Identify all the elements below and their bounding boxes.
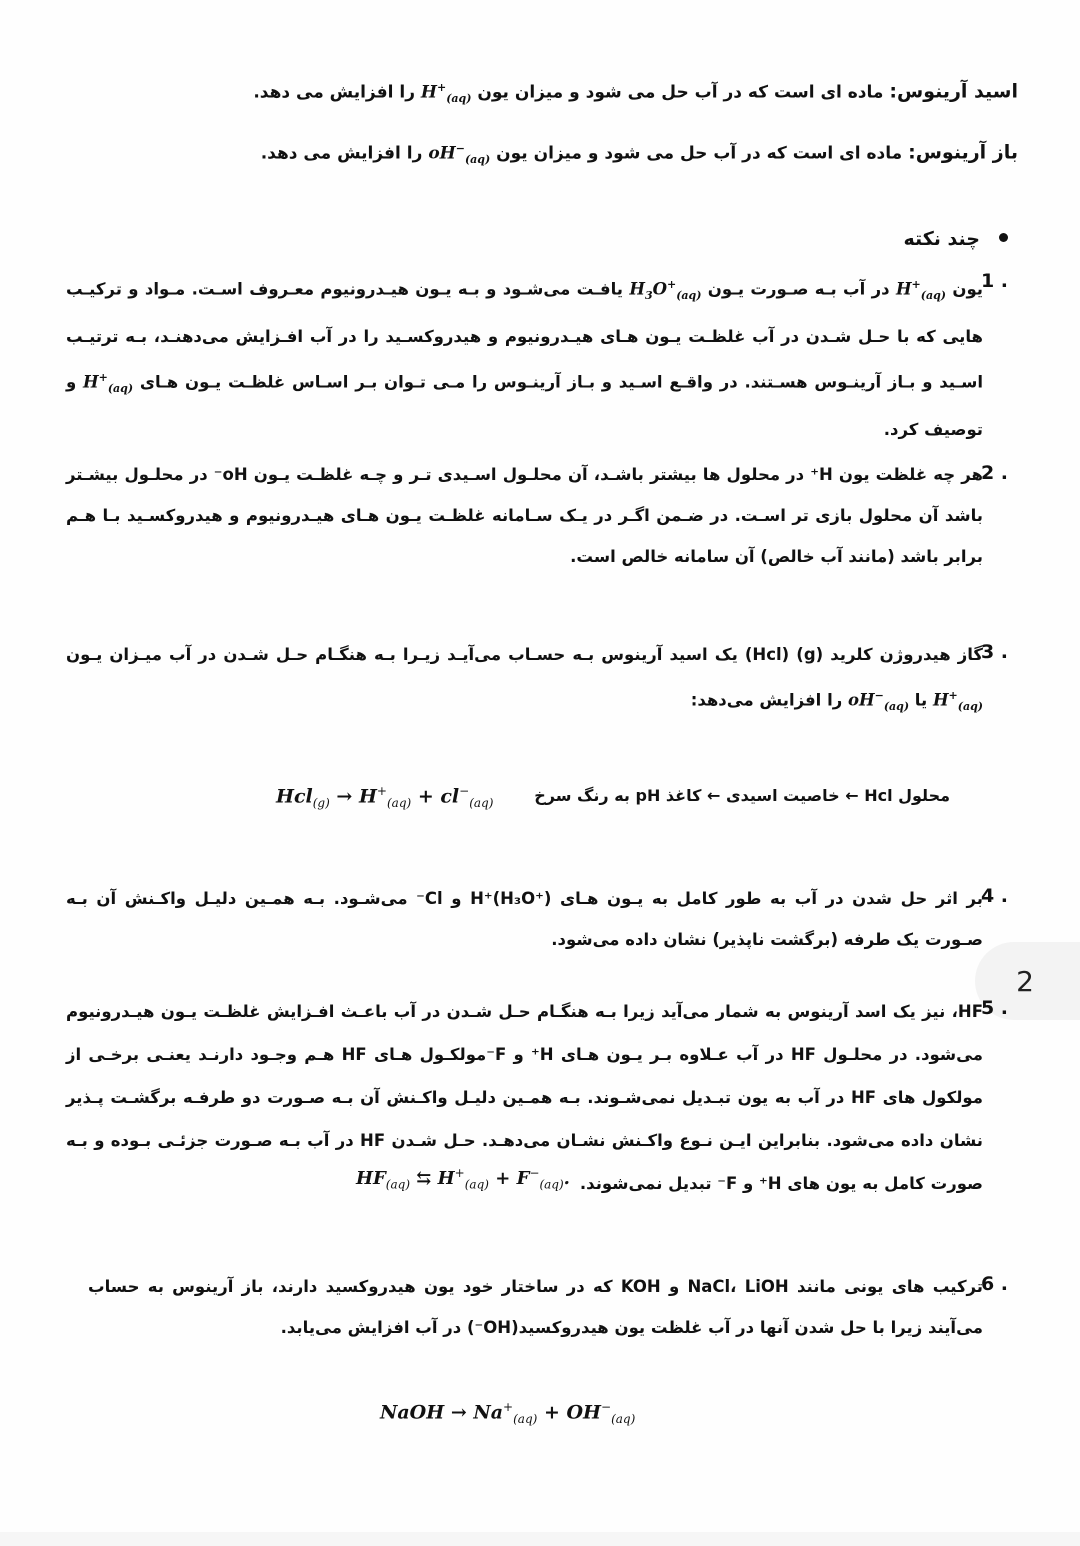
item-number-6: 6 . xyxy=(980,1273,1008,1295)
equation-naoh: NaOH → $Na^+_{(aq)} + OH^-_{(aq)}$ xyxy=(380,1400,636,1427)
equation-hcl: $Hcl_{(g)} \to H^+_{(aq)} + cl^-_{(aq)}$ xyxy=(276,784,494,811)
h-ion: $H^+_{(aq)}$ xyxy=(420,81,472,106)
list-item-6: ترکیب های یونی مانند NaCl، LiOH و KOH که در ساختار خود یون هیدروکسید دارند، باز آرینوس به حساب می‌آیند زیرا با حل شدن آنها در آب غلظت یون هیدروکسید(OH⁻) در آب افزایش می‌یابد. xyxy=(88,1277,984,1337)
list-item-4: بر اثر حل شدن در آب به طور کامل به یـون هـای H⁺(H₃O⁺) و Cl⁻ می‌شـود. بـه همـین دلیـل واکـنش آن بـه صـورت یک طرفه (برگشت ناپذیر) نشان داده می‌شود. xyxy=(66,889,983,949)
item-number-2: 2 . xyxy=(980,462,1008,484)
base-definition: باز آرینوس: ماده ای است که در آب حل می شود و میزان یون $oH^-_{(aq)}$ را افزایش می دهد. xyxy=(261,137,1018,172)
item-number-3: 3 . xyxy=(980,641,1008,663)
bottom-bar xyxy=(0,1532,1080,1546)
list-item-1: یون $H^+_{(aq)}$ در آب بـه صـورت یـون $H_3O^+_{(aq)}$ یافـت می‌شـود و بـه یـون هیـدرونیوم معـروف اسـت. مـواد و ترکیـب هایی که با حـل شـدن در آب غلظـت یـون هـای هیـدرونیوم و هیدروکسـید را در آب افـزایش می‌دهنـد، بـه ترتیـب اسـید و بـاز آرینـوس هسـتند. در واقـع اسـید و بـاز آرینـوس را مـی تـوان بـر اسـاس غلظـت یـون هـای $H^+_{(aq)}$ و توصیف کرد. xyxy=(66,264,983,450)
page-number-indicator: 2 xyxy=(975,942,1080,1020)
bullet-icon xyxy=(999,233,1008,242)
section-heading: چند نکته xyxy=(903,228,980,250)
list-item-2: هر چه غلظت یون H⁺ در محلول ها بیشتر باشـد، آن محلـول اسـیدی تـر و چـه غلظـت یـون oH⁻ در محلـول بیشـتر باشد آن محلول بازی تر اسـت. در ضـمن اگـر در یـک سـامانه غلظـت یـون هـای هیـدرونیوم و هیدروکسـید بـا هـم برابر باشد (مانند آب خالص) آن سامانه خالص است. xyxy=(66,465,983,566)
acid-label: اسید آرینوس: xyxy=(889,80,1018,103)
oh-ion: $oH^-_{(aq)}$ xyxy=(428,142,491,167)
item-number-1: 1 . xyxy=(980,270,1008,292)
base-label: باز آرینوس: xyxy=(908,141,1018,164)
list-item-5: HF، نیز یک اسد آرینوس به شمار می‌آید زیرا بـه هنگـام حـل شـدن در آب باعـث افـزایش غلظـت یـون هیـدرونیوم می‌شود. در محلـول HF در آب عـلاوه بـر یـون هـای H⁺ و F⁻مولکـول هـای HF هـم وجـود دارنـد یعنـی برخـی از مولکول های HF در آب به یون تبـدیل نمی‌شـوند. بـه همـین دلیـل واکـنش آن بـه صـورت دو طرفـه برگشـت پـذیر نشان داده می‌شود. بنابراین ایـن نـوع واکـنش نشـان می‌دهـد. حـل شـدن HF در آب بـه صـورت جزئـی بـوده و بـه صورت کامل به یون های H⁺ و F⁻ تبدیل نمی‌شوند. xyxy=(66,1002,984,1193)
item-number-4: 4 . xyxy=(980,885,1008,907)
equation-hf: $HF_{(aq)}$ ⇆ $H^+_{(aq)} + F^-_{(aq)}$. xyxy=(356,1166,570,1192)
h3o-ion: $H_3O^+_{(aq)}$ xyxy=(629,278,702,302)
hcl-note: محلول Hcl ← خاصیت اسیدی ← کاغذ pH به رنگ سرخ xyxy=(534,786,950,805)
list-item-3: گاز هیدروژن کلرید (g) (Hcl) یک اسید آرینوس بـه حسـاب می‌آیـد زیـرا بـه هنگـام حـل شـدن در آب میـزان یـون $H^+_{(aq)}$ یا $oH^-_{(aq)}$ را افزایش می‌دهد: xyxy=(66,645,984,713)
item-number-5: 5 . xyxy=(980,997,1008,1019)
acid-definition: اسید آرینوس: ماده ای است که در آب حل می شود و میزان یون $H^+_{(aq)}$ را افزایش می دهد. xyxy=(253,76,1018,111)
